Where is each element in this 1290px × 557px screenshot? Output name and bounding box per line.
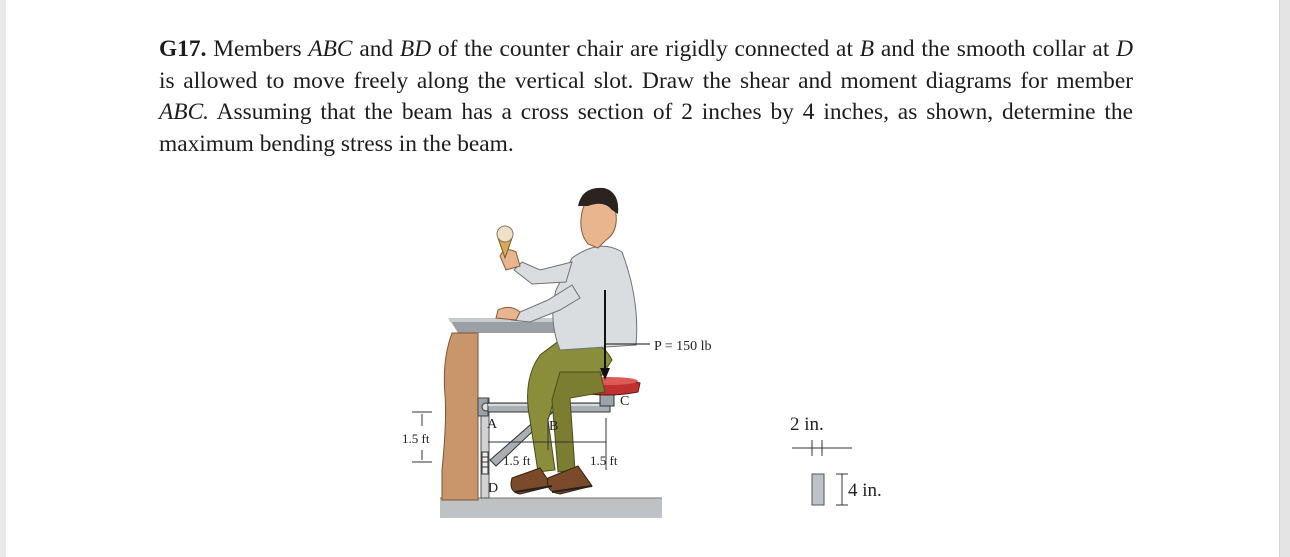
width-label: 2 in. xyxy=(790,414,824,435)
point-d-label: D xyxy=(1116,36,1134,62)
problem-text: is allowed to move freely along the vertical slot. Draw the shear and moment diagrams for member xyxy=(159,67,1133,94)
screen-right-edge xyxy=(1279,0,1290,557)
problem-text: Assuming that the beam has a cross section of 2 inches by 4 inches, as shown, determine the maximum bending stress in the beam. xyxy=(159,99,1133,157)
point-a: A xyxy=(487,417,498,432)
point-b: B xyxy=(549,419,559,434)
problem-text: and the smooth collar at xyxy=(874,36,1117,62)
problem-text: of the counter chair are rigidly connected at xyxy=(431,36,860,62)
chair-diagram xyxy=(380,180,920,525)
depth-label: 4 in. xyxy=(848,480,882,501)
chair-figure xyxy=(380,180,920,525)
problem-text: Members xyxy=(206,36,309,62)
point-c: C xyxy=(620,394,630,409)
problem-text: and xyxy=(352,36,400,62)
person xyxy=(496,188,637,494)
floor xyxy=(440,498,662,518)
member-bd-label: BD xyxy=(399,36,432,62)
point-d: D xyxy=(488,481,499,496)
member-abc-label: ABC xyxy=(308,36,353,62)
problem-number: G17. xyxy=(159,36,207,62)
span2-label: 1.5 ft xyxy=(590,453,618,468)
cross-section xyxy=(792,440,852,505)
problem-statement xyxy=(159,34,1133,160)
span1-label: 1.5 ft xyxy=(503,453,531,468)
point-b-label: B xyxy=(859,36,875,62)
height-label: 1.5 ft xyxy=(402,431,430,446)
load-label: P = 150 lb xyxy=(654,339,712,354)
member-abc-label: ABC. xyxy=(159,99,210,125)
screen-left-edge xyxy=(0,0,6,557)
